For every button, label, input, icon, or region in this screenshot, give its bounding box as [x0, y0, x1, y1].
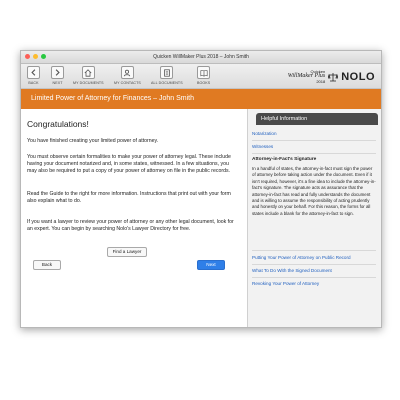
brand-quicken: Quicken — [310, 69, 326, 74]
zoom-window-button[interactable] — [41, 54, 46, 59]
toolbar — [21, 64, 381, 89]
formalities-paragraph: You must observe certain formalities to make your power of attorney legal. These include having your document notarized and, in some states, witnessed. In a few situations, you may also be required to put a copy of your power of attorney on file in the public records. — [27, 154, 231, 175]
contacts-icon — [121, 66, 134, 79]
window-title: Quicken WillMaker Plus 2018 – John Smith — [153, 54, 249, 60]
revoking-link[interactable]: Revoking Your Power of Attorney — [252, 281, 320, 286]
main-content — [21, 109, 247, 327]
helpful-info-tab[interactable]: Helpful Information — [256, 113, 378, 125]
helpful-info-panel — [247, 109, 381, 327]
divider — [252, 140, 376, 141]
my-documents-toolbar-button[interactable] — [73, 66, 104, 85]
book-icon — [197, 66, 210, 79]
back-button[interactable]: Back — [33, 260, 61, 270]
my-contacts-toolbar-button[interactable] — [114, 66, 141, 85]
minimize-window-button[interactable] — [33, 54, 38, 59]
window-controls — [25, 54, 46, 59]
notarization-link[interactable]: Notarization — [252, 131, 277, 136]
toolbar-label: MY CONTACTS — [114, 81, 141, 85]
arrow-left-icon — [27, 66, 40, 79]
toolbar-label: BACK — [28, 81, 39, 85]
brand-logo — [288, 69, 375, 84]
divider — [252, 277, 376, 278]
next-button[interactable]: Next — [197, 260, 225, 270]
signature-body: In a handful of states, the attorney-in-fact must sign the power of attorney before taking action under the document. Even if it isn't required, however, it's a fine idea to include the attorney-in-fact's signature. The signature acts as assurance that the attorney-in-fact has read and fully understands the document and is willing to assume the responsibility of acting prudently and honestly on your behalf. For this reason, the forms for all states include a blank for the attorney-in-fact to sign. — [252, 166, 376, 216]
documents-icon — [160, 66, 173, 79]
divider — [252, 264, 376, 265]
books-toolbar-button[interactable] — [197, 66, 210, 85]
divider — [252, 250, 376, 251]
toolbar-label: NEXT — [52, 81, 63, 85]
brand-product: WillMaker Plus — [287, 73, 326, 79]
toolbar-label: ALL DOCUMENTS — [151, 81, 183, 85]
divider — [252, 153, 376, 154]
toolbar-label: BOOKS — [197, 81, 211, 85]
toolbar-label: MY DOCUMENTS — [73, 81, 104, 85]
product-name — [288, 69, 326, 84]
app-window — [20, 50, 382, 328]
page-title: Congratulations! — [27, 119, 89, 129]
brand-year: 2018 — [316, 79, 326, 84]
arrow-right-icon — [51, 66, 64, 79]
close-window-button[interactable] — [25, 54, 30, 59]
signature-heading: Attorney-in-Fact's Signature — [252, 157, 317, 162]
home-icon — [82, 66, 95, 79]
nolo-logo: NOLO — [341, 70, 375, 83]
find-lawyer-button[interactable]: Find a Lawyer — [107, 247, 147, 257]
title-bar — [21, 51, 381, 64]
lawyer-paragraph: If you want a lawyer to review your power of attorney or any other legal document, look for an expert. You can begin by searching Nolo's Lawyer Directory for free. — [27, 219, 234, 233]
signed-document-link[interactable]: What To Do With the Signed Document — [252, 268, 332, 273]
document-banner: Limited Power of Attorney for Finances – John Smith — [21, 89, 381, 109]
witnesses-link[interactable]: Witnesses — [252, 144, 274, 149]
next-toolbar-button[interactable] — [51, 66, 64, 85]
completion-message: You have finished creating your limited power of attorney. — [27, 138, 159, 144]
back-toolbar-button[interactable] — [27, 66, 40, 85]
all-documents-toolbar-button[interactable] — [151, 66, 183, 85]
guide-paragraph: Read the Guide to the right for more information. Instructions that print out with your form also explain what to do. — [27, 191, 231, 205]
nolo-scales-icon — [328, 72, 338, 82]
public-record-link[interactable]: Putting Your Power of Attorney on Public Record — [252, 255, 351, 260]
